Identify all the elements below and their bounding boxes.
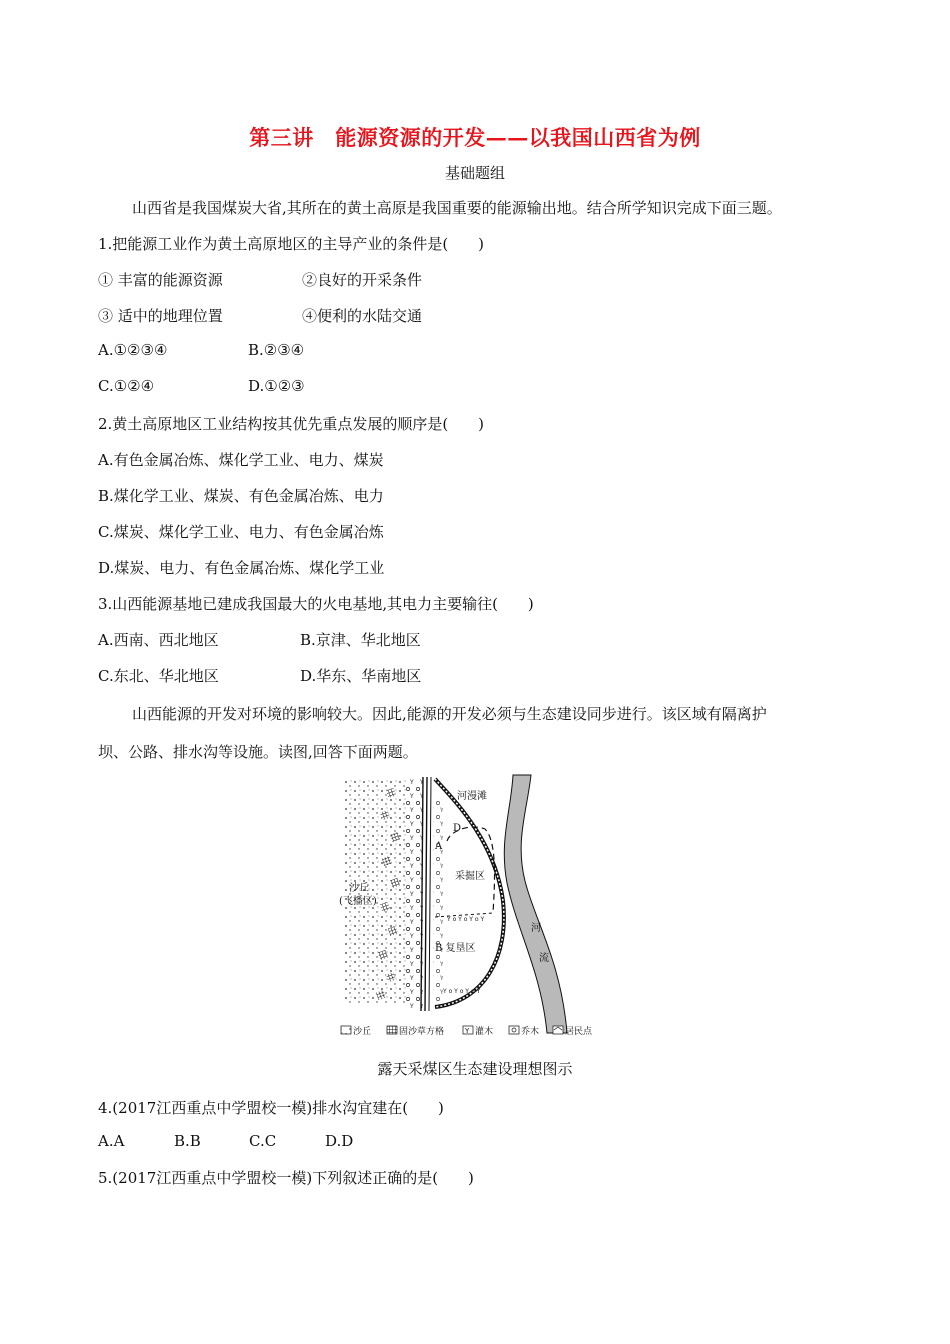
q1-option-c: C.①②④ [98, 377, 155, 395]
q1-option-b: B.②③④ [248, 341, 305, 359]
figure-caption: 露天采煤区生态建设理想图示 [377, 1060, 573, 1078]
legend [341, 1025, 593, 1037]
label-seeding-area: (飞播区) [339, 896, 377, 907]
intro-paragraph: 山西省是我国煤炭大省,其所在的黄土高原是我国重要的能源输出地。结合所学知识完成下面三题。 [132, 199, 782, 217]
legend-grass-grid: 固沙草方格 [399, 1027, 445, 1037]
question-5-stem: 5.(2017江西重点中学盟校一模)下列叙述正确的是( ) [98, 1169, 474, 1187]
label-sand-dune: 沙丘 [349, 883, 369, 894]
intro-2-line-2: 坝、公路、排水沟等设施。读图,回答下面两题。 [98, 743, 418, 761]
river [504, 775, 567, 1033]
q1-condition-4: ④便利的水陆交通 [302, 307, 423, 325]
q1-condition-2: ②良好的开采条件 [302, 271, 423, 289]
page-title: 第三讲 能源资源的开发——以我国山西省为例 [249, 125, 701, 150]
legend-tree: 乔木 [521, 1027, 540, 1037]
q3-option-d: D.华东、华南地区 [300, 667, 422, 685]
q1-option-d: D.①②③ [248, 377, 305, 395]
legend-sand-dune: 沙丘 [353, 1027, 372, 1037]
q4-option-c: C.C [249, 1132, 277, 1150]
question-2-stem: 2.黄土高原地区工业结构按其优先重点发展的顺序是( ) [98, 415, 485, 433]
label-mining-area: 采掘区 [455, 871, 485, 882]
label-floodplain: 河漫滩 [457, 791, 487, 802]
mining-boundary [447, 827, 495, 913]
embankment [435, 779, 504, 1007]
svg-text:Y o Y o Y o Y: Y o Y o Y o Y [447, 916, 485, 923]
label-d: D [453, 823, 462, 834]
intro-2-line-1: 山西能源的开发对环境的影响较大。因此,能源的开发必须与生态建设同步进行。该区域有隔离护 [132, 705, 767, 723]
svg-text:Y o Y o Y o Y: Y o Y o Y o Y [443, 988, 481, 995]
section-subtitle: 基础题组 [444, 164, 505, 182]
label-river-char-1: 河 [531, 923, 541, 934]
q2-option-c: C.煤炭、煤化学工业、电力、有色金属冶炼 [98, 523, 384, 541]
q3-option-b: B.京津、华北地区 [300, 631, 421, 649]
legend-shrub: 灌木 [475, 1027, 494, 1037]
q2-option-d: D.煤炭、电力、有色金属冶炼、煤化学工业 [98, 559, 385, 577]
q4-option-d: D.D [325, 1132, 354, 1150]
q3-option-c: C.东北、华北地区 [98, 667, 219, 685]
question-4-stem: 4.(2017江西重点中学盟校一模)排水沟宜建在( ) [98, 1099, 444, 1117]
question-3-stem: 3.山西能源基地已建成我国最大的火电基地,其电力主要输往( ) [98, 595, 534, 613]
q2-option-a: A.有色金属冶炼、煤化学工业、电力、煤炭 [98, 451, 384, 469]
q1-option-a: A.①②③④ [98, 341, 168, 359]
label-a: A [435, 841, 443, 852]
q4-option-b: B.B [174, 1132, 201, 1150]
q3-option-a: A.西南、西北地区 [98, 631, 219, 649]
svg-text:Y: Y [465, 1027, 470, 1035]
q2-option-b: B.煤化学工业、煤炭、有色金属冶炼、电力 [98, 487, 384, 505]
label-reclaim-area: B 复垦区 [435, 943, 476, 954]
q4-option-a: A.A [98, 1132, 125, 1150]
tree-belt [405, 779, 423, 1011]
label-river-char-2: 流 [539, 953, 549, 964]
legend-settlement: 居民点 [565, 1027, 593, 1037]
question-1-stem: 1.把能源工业作为黄土高原地区的主导产业的条件是( ) [98, 235, 485, 253]
mining-area-diagram [335, 771, 617, 1043]
q1-condition-1: ① 丰富的能源资源 [98, 271, 223, 289]
q1-condition-3: ③ 适中的地理位置 [98, 307, 223, 325]
reclaim-tree-row [442, 916, 484, 995]
